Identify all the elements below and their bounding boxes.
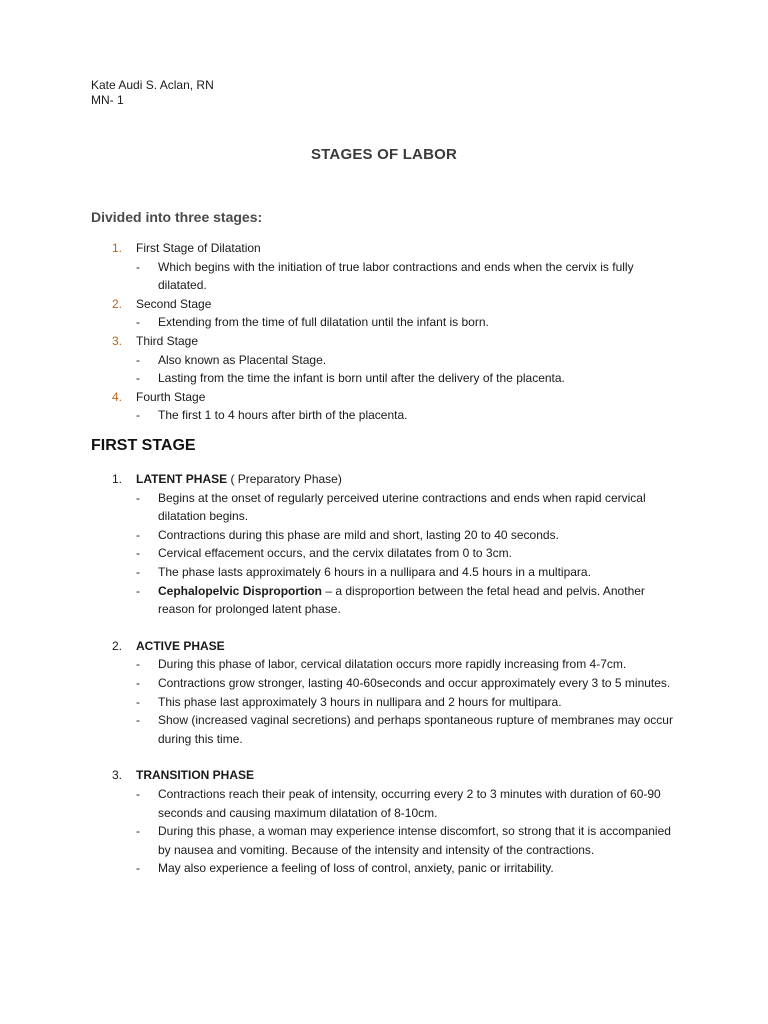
stage-number: 2. (112, 296, 123, 311)
stage-label: Second Stage (136, 296, 212, 311)
phase-point-text: – a disproportion between the fetal head and pelvis. Another reason for prolonged latent phase. (158, 583, 645, 617)
phase-point (0, 655, 768, 674)
dash-bullet: - (136, 408, 140, 423)
phase-point-text: Show (increased vaginal secretions) and perhaps spontaneous rupture of membranes may occur during this time. (158, 713, 673, 746)
stage-number: 1. (112, 241, 123, 255)
stage-label: Fourth Stage (136, 389, 206, 404)
dash-bullet: - (136, 657, 140, 672)
phase-point (0, 563, 768, 582)
dash-bullet: - (136, 315, 140, 330)
author-block (91, 78, 214, 108)
stage-point-text: Which begins with the initiation of true labor contractions and ends when the cervix is fully dilatated. (158, 259, 634, 293)
dash-bullet: - (136, 824, 140, 839)
dash-bullet: - (136, 527, 140, 542)
phase-name: ACTIVE PHASE (136, 638, 225, 653)
phase-point-text: During this phase of labor, cervical dilatation occurs more rapidly increasing from 4-7cm. (158, 657, 627, 672)
intro-heading: Divided into three stages: (91, 209, 263, 225)
phase-suffix: ( Preparatory Phase) (227, 472, 342, 486)
phase-point (0, 489, 768, 526)
stage-number: 3. (112, 333, 123, 348)
phase-point (0, 785, 768, 822)
phase-point (0, 693, 768, 712)
phase-point (0, 822, 768, 859)
dash-bullet: - (136, 675, 140, 690)
dash-bullet: - (136, 861, 140, 876)
stage-point (0, 406, 768, 425)
stage-label: Third Stage (136, 333, 199, 348)
stage-point (0, 351, 768, 370)
phase-point-text: May also experience a feeling of loss of control, anxiety, panic or irritability. (158, 861, 554, 876)
dash-bullet: - (136, 352, 140, 367)
first-stage-heading: FIRST STAGE (91, 437, 196, 454)
phase-number: 3. (112, 768, 123, 783)
stage-point-text: Also known as Placental Stage. (158, 352, 327, 367)
author-class: MN- 1 (91, 93, 124, 107)
phase-point-text: Cervical effacement occurs, and the cervix dilatates from 0 to 3cm. (158, 546, 512, 561)
dash-bullet: - (136, 371, 140, 386)
stage-point (0, 369, 768, 388)
term-bold: Cephalopelvic Disproportion (158, 583, 323, 598)
stage-number: 4. (112, 389, 123, 404)
dash-bullet: - (136, 694, 140, 709)
dash-bullet: - (136, 564, 140, 579)
stages-list (0, 239, 768, 425)
phase-point-text: Contractions grow stronger, lasting 40-60seconds and occur approximately every 3 to 5 minutes. (158, 675, 671, 690)
stage-item (0, 388, 768, 407)
stage-point (0, 313, 768, 332)
phase-point-text: Contractions during this phase are mild and short, lasting 20 to 40 seconds. (158, 527, 559, 542)
stage-point-text: Extending from the time of full dilatation until the infant is born. (158, 315, 489, 330)
phase-point (0, 859, 768, 878)
phase-point (0, 544, 768, 563)
dash-bullet: - (136, 713, 140, 728)
stage-item (0, 332, 768, 351)
phases-list (0, 470, 768, 878)
phase-point (0, 526, 768, 545)
phase-item (0, 766, 768, 785)
phase-point-text: This phase last approximately 3 hours in nullipara and 2 hours for multipara. (158, 694, 562, 709)
phase-point-text: During this phase, a woman may experience intense discomfort, so strong that it is accompanied by nausea and vomiting. Because of the intensity and intensity of the contractions. (158, 824, 671, 857)
stage-point-text: Lasting from the time the infant is born until after the delivery of the placenta. (158, 371, 565, 386)
dash-bullet: - (136, 786, 140, 801)
page-title: STAGES OF LABOR (310, 146, 458, 163)
phase-name: TRANSITION PHASE (136, 768, 255, 783)
phase-point (0, 711, 768, 748)
author-name: Kate Audi S. Aclan, RN (91, 78, 214, 92)
phase-point (0, 674, 768, 693)
phase-name: LATENT PHASE (136, 472, 228, 486)
dash-bullet: - (136, 259, 140, 274)
stage-item (0, 295, 768, 314)
dash-bullet: - (136, 546, 140, 561)
phase-number: 1. (112, 472, 123, 486)
phase-point-text: Begins at the onset of regularly perceived uterine contractions and ends when rapid cervical dilatation begins. (158, 490, 646, 524)
stage-point (0, 258, 768, 295)
phase-item (0, 470, 768, 489)
phase-number: 2. (112, 638, 123, 653)
stage-point-text: The first 1 to 4 hours after birth of the placenta. (158, 408, 408, 423)
dash-bullet: - (136, 583, 140, 598)
stage-item (0, 239, 768, 258)
stage-label: First Stage of Dilatation (136, 241, 261, 255)
phase-point-text: Contractions reach their peak of intensity, occurring every 2 to 3 minutes with duration of 60-90 seconds and causing maximum dilatation of 8-10cm. (158, 786, 661, 820)
phase-point (0, 582, 768, 619)
dash-bullet: - (136, 490, 140, 505)
phase-point-text: The phase lasts approximately 6 hours in a nullipara and 4.5 hours in a multipara. (158, 564, 591, 579)
phase-item (0, 637, 768, 656)
